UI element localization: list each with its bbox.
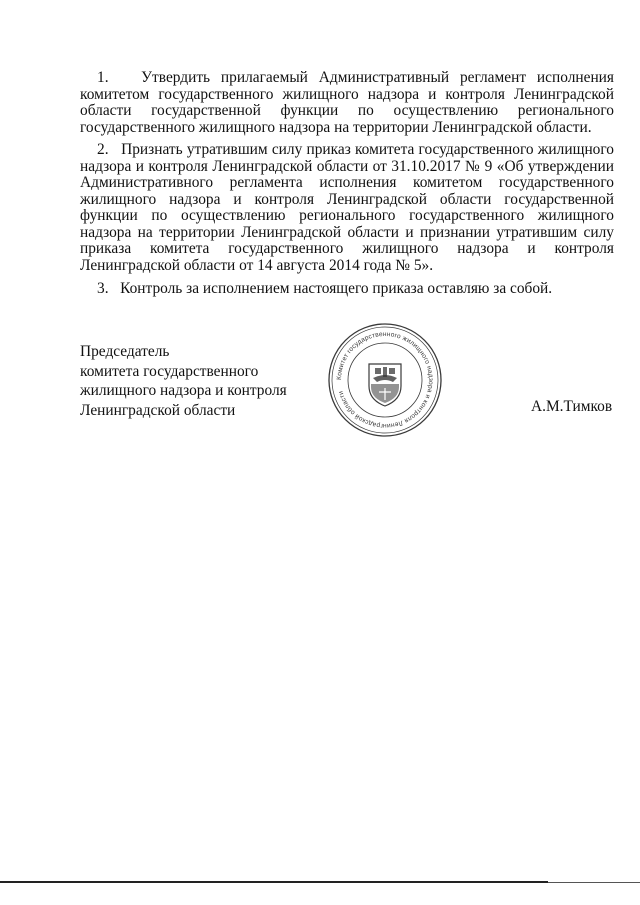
item-number: 1. [97,69,109,86]
signatory-position [80,342,287,420]
official-seal [327,322,443,438]
item-number: 3. [97,280,109,297]
order-item-1 [80,70,614,136]
page-bottom-edge-thin [548,882,640,883]
position-line: Председатель [80,343,170,360]
position-line: Ленинградской области [80,401,236,419]
coat-of-arms-icon [369,364,401,406]
item-text: Контроль за исполнением настоящего приказа оставляю за собой. [120,280,553,297]
position-line: комитета государственного [80,362,259,380]
position-line: жилищного надзора и контроля [80,382,287,399]
item-number: 2. [97,141,109,158]
signatory-name: А.М.Тимков [531,398,613,415]
order-item-2 [80,142,614,274]
page-bottom-edge [0,881,548,883]
item-text: Утвердить прилагаемый Административный регламент исполнения комитетом государственного жилищного надзора и контроля Ленинградской области государственной функции по осуществлению регионального государственного жилищного надзора на территории Ленинградской области. [80,69,614,136]
seal-ring-text: Комитет государственного жилищного надзора и контроля Ленинградской области [335,330,435,430]
order-item-3 [80,281,614,298]
item-text: Признать утратившим силу приказ комитета государственного жилищного надзора и контроля Ленинградской области от 31.10.2017 № 9 «Об утверждении Административного регламента исполнения комитетом государственного жилищного надзора и контроля Ленинградской области государственной функции по осуществлению регионального государственного жилищного надзора на территории Ленинградской области и признании утратившим силу приказа комитета государственного жилищного надзора и контроля Ленинградской области от 14 августа 2014 года № 5». [80,141,614,274]
